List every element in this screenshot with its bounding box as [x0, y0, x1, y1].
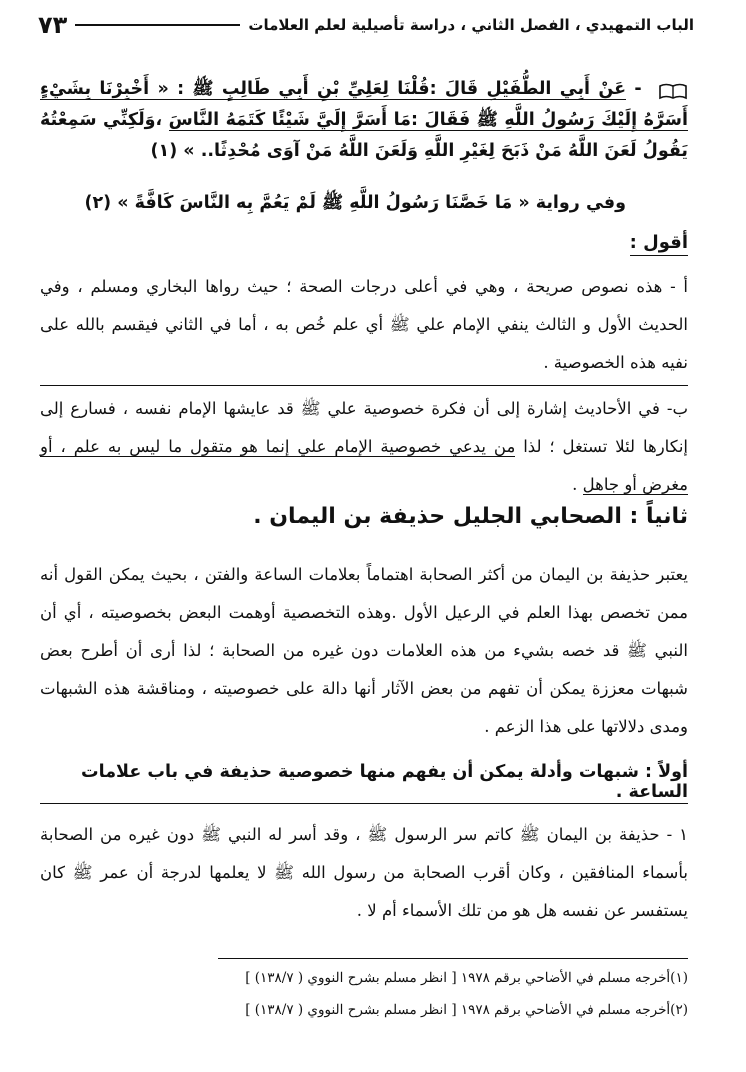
book-icon [658, 80, 688, 98]
subsection-title: أولاً : شبهات وأدلة يمكن أن يفهم منها خصوصية حذيفة في باب علامات الساعة . [81, 762, 688, 802]
paragraph-a: أ - هذه نصوص صريحة ، وهي في أعلى درجات الصحة ؛ حيث رواها البخاري ومسلم ، وفي الحديث الأول و الثالث ينفي الإمام علي ﷺ أي علم خُص به ، أما في الثاني فيقسم بالله على نفيه هذه الخصوصية . [40, 277, 688, 372]
paragraph-b [40, 390, 688, 504]
footnote-2: (٢)أخرجه مسلم في الأضاحي برقم ١٩٧٨ [ انظر مسلم بشرح النووي ( ١٣٨/٧) ] [245, 1002, 688, 1018]
paragraph-b-start: ب- في الأحاديث إشارة إلى أن فكرة خصوصية علي ﷺ قد عايشها الإمام نفسه ، فسارع إلى إنكارها لئلا تستغل ؛ لذا [40, 399, 688, 456]
paragraph-hudhayfa: يعتبر حذيفة بن اليمان من أكثر الصحابة اهتماماً بعلامات الساعة والفتن ، بحيث يمكن القول أنه ممن تخصص بهذا العلم في الرعيل الأول .وهذه التخصصية أوهمت البعض بخصوصيته ، أي أن النبي ﷺ قد خصه بشيء من هذه العلامات دون غيره من الصحابة ؛ لذا أرى أن أطرح بعض شبهات معززة يمكن أن تفهم من بعض الآثار أنها دالة على خصوصيته ، ومناقشة هذه الشبهات ومدى دلالاتها على هذا الزعم . [40, 565, 688, 736]
hadith-block: - عَنْ أَبِي الطُّفَيْلِ قَالَ :قُلْنَا لِعَلِيِّ بْنِ أَبِي طَالِبٍ ﷺ : « أَخْبِرْنَا بِشَيْءٍ أَسَرَّهُ إِلَيْكَ رَسُولُ اللَّهِ ﷺ فَقَالَ :مَا أَسَرَّ إِلَيَّ شَيْئًا كَتَمَهُ النَّاسَ ،وَلَكِنِّي سَمِعْتُهُ يَقُولُ لَعَنَ اللَّهُ مَنْ ذَبَحَ لِغَيْرِ اللَّهِ وَلَعَنَ اللَّهُ مَنْ آوَى مُحْدِثًا.. » (١) [40, 79, 688, 161]
hadith-riwaya: وفي رواية « مَا خَصَّنَا رَسُولُ اللَّهِ ﷺ لَمْ يَعُمَّ بِه النَّاسَ كَافَّةً » (٢) [84, 193, 626, 213]
footnote-1: (١)أخرجه مسلم في الأضاحي برقم ١٩٧٨ [ انظر مسلم بشرح النووي ( ١٣٨/٧) ] [245, 970, 688, 986]
page-number: ٧٣ [38, 11, 68, 39]
running-header [38, 8, 694, 42]
divider [40, 385, 688, 386]
section-title: ثانياً : الصحابي الجليل حذيفة بن اليمان . [253, 504, 688, 529]
paragraph-b-underlined: من يدعي خصوصية الإمام علي إنما هو متقول ما ليس به علم ، أو مغرض أو جاهل [40, 437, 688, 494]
aqul-heading: أقول : [630, 232, 688, 256]
hadith-text-intro: عَنْ أَبِي الطُّفَيْلِ قَالَ :قُلْنَا لِعَلِيِّ بْنِ أَبِي طَالِبٍ ﷺ : « أَخْبِرْنَا بِشَيْءٍ أَسَرَّهُ إِلَيْكَ رَسُولُ اللَّهِ ﷺ فَقَالَ :مَا أَسَرَّ إِلَيَّ شَيْئًا كَتَمَهُ النَّاسَ [40, 79, 688, 130]
paragraph-1: ١ - حذيفة بن اليمان ﷺ كاتم سر الرسول ﷺ ، وقد أسر له النبي ﷺ دون غيره من الصحابة بأسماء المنافقين ، وكان أقرب الصحابة من رسول الله ﷺ لا يعلمها لدرجة أن عمر ﷺ كان يستفسر عن نفسه هل هو من تلك الأسماء أم لا . [40, 825, 688, 920]
hadith-text-rest: ،وَلَكِنِّي سَمِعْتُهُ يَقُولُ لَعَنَ اللَّهُ مَنْ ذَبَحَ لِغَيْرِ اللَّهِ وَلَعَنَ اللَّهُ مَنْ آوَى مُحْدِثًا.. » (١) [40, 110, 688, 161]
divider [40, 803, 688, 804]
header-title: الباب التمهيدي ، الفصل الثاني ، دراسة تأصيلية لعلم العلامات [248, 16, 694, 34]
header-rule [75, 24, 240, 26]
footnote-rule [218, 958, 688, 959]
paragraph-b-end: . [572, 475, 583, 494]
